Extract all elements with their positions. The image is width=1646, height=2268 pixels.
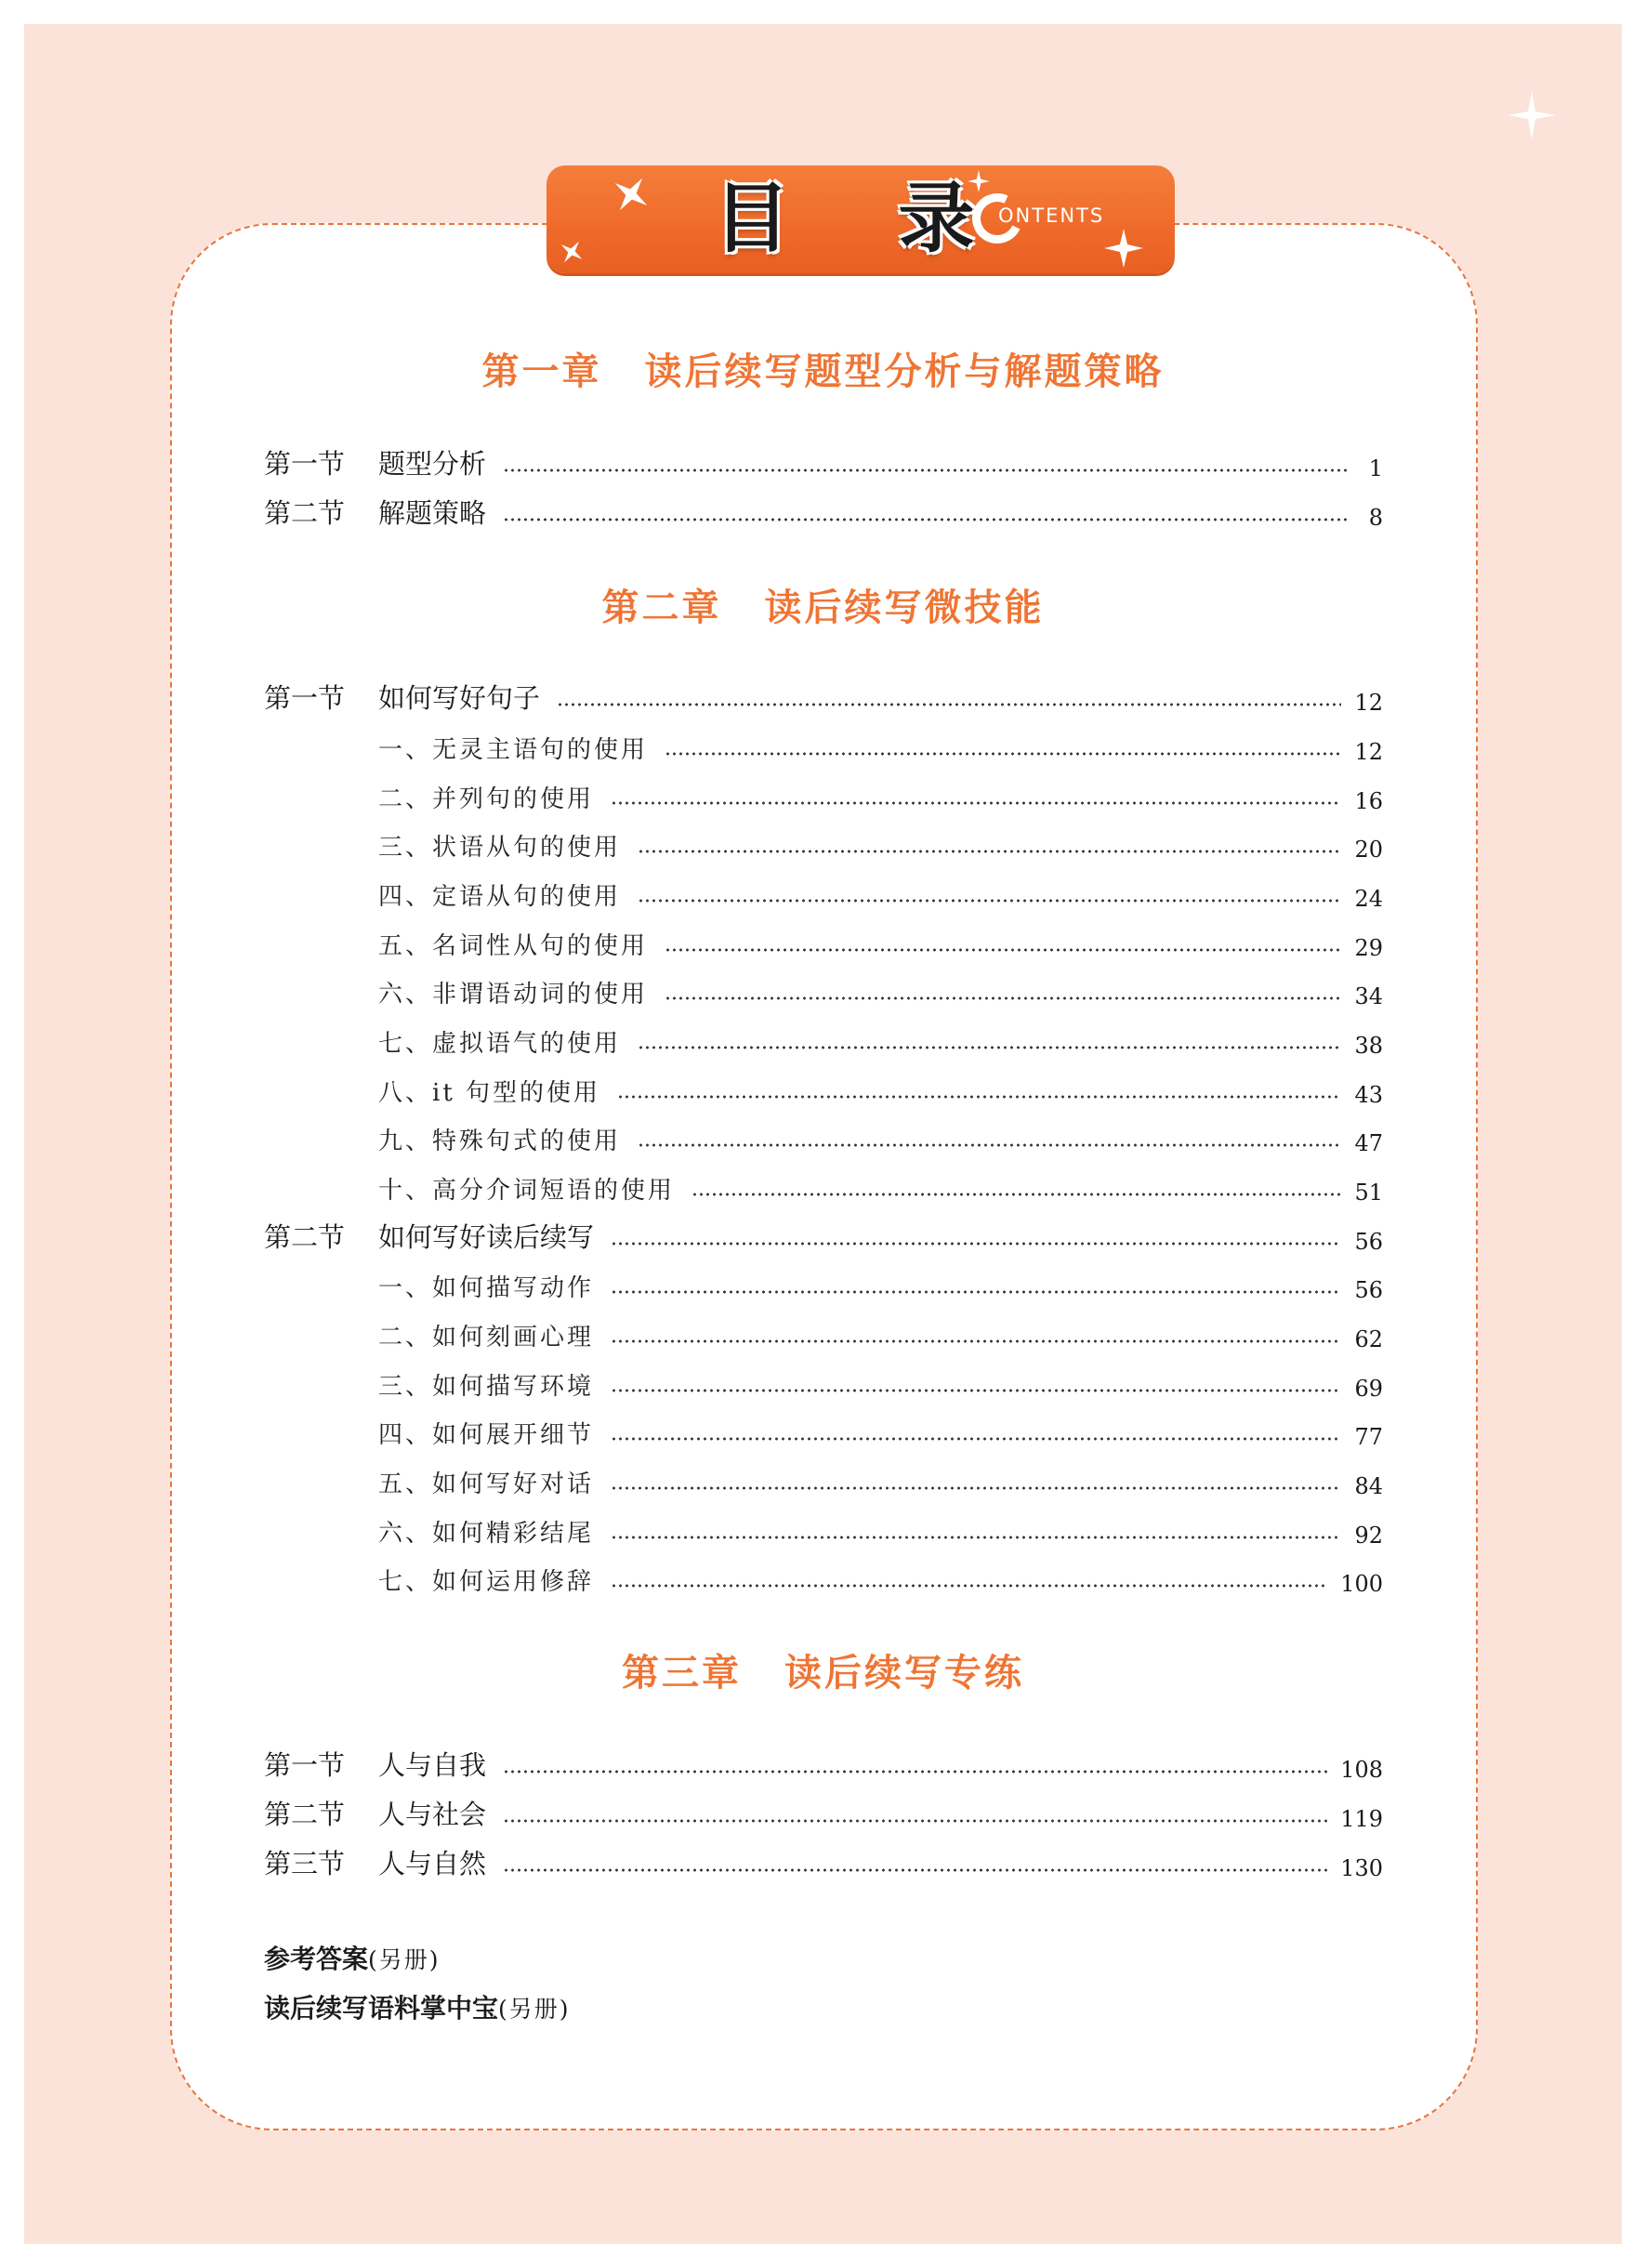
dot-leader [691, 1193, 1341, 1196]
entry-title: 六、非谓语动词的使用 [378, 981, 649, 1009]
section-label: 第一节 [264, 682, 346, 714]
chapter-number: 第三章 [622, 1652, 742, 1694]
dot-leader [617, 1095, 1341, 1099]
toc-entry[interactable] [264, 825, 1383, 863]
chapter-title: 读后续写题型分析与解题策略 [644, 350, 1165, 393]
entry-title: 如何写好读后续写 [378, 1221, 595, 1253]
entry-title: 六、如何精彩结尾 [378, 1520, 595, 1548]
page-number: 69 [1354, 1376, 1383, 1402]
page-number: 56 [1354, 1229, 1383, 1255]
entry-title: 题型分析 [378, 448, 487, 480]
page-number: 34 [1354, 983, 1383, 1009]
dot-leader [503, 1819, 1327, 1823]
toc-entry[interactable] [264, 494, 1383, 531]
page-number: 130 [1340, 1855, 1383, 1881]
toc-entry[interactable] [264, 1795, 1383, 1832]
entry-title: 二、并列句的使用 [378, 785, 595, 813]
page-number: 43 [1354, 1082, 1383, 1108]
page-number: 62 [1354, 1326, 1383, 1352]
toc-entry[interactable] [264, 1022, 1383, 1059]
entry-title: 人与自然 [378, 1848, 487, 1879]
dot-leader [611, 801, 1341, 805]
entry-title: 人与社会 [378, 1799, 487, 1830]
page-number: 38 [1354, 1033, 1383, 1059]
section-label: 第二节 [264, 497, 346, 529]
dot-leader [503, 518, 1348, 521]
entry-title: 一、如何描写动作 [378, 1274, 595, 1302]
entry-title: 如何写好句子 [378, 682, 541, 714]
dot-leader [611, 1242, 1341, 1246]
page-number: 16 [1354, 788, 1383, 814]
entry-title: 九、特殊句式的使用 [378, 1127, 622, 1155]
dot-leader [503, 468, 1348, 472]
dot-leader [638, 899, 1341, 903]
page-number: 20 [1354, 837, 1383, 863]
corpus-handbook-entry[interactable] [264, 1988, 571, 2025]
contents-title: 目 录 [714, 175, 1016, 263]
star-icon [558, 238, 586, 266]
page-number: 77 [1354, 1424, 1383, 1450]
entry-title: 四、定语从句的使用 [378, 883, 622, 911]
dot-leader [665, 996, 1341, 1000]
toc-entry[interactable] [264, 777, 1383, 814]
toc-entry[interactable] [264, 1218, 1383, 1255]
entry-title: 八、it 句型的使用 [378, 1079, 601, 1107]
entry-title: 解题策略 [378, 497, 487, 529]
entry-title: 五、如何写好对话 [378, 1470, 595, 1498]
contents-banner [546, 165, 1175, 273]
star-icon [1102, 227, 1145, 270]
dot-leader [611, 1584, 1327, 1588]
toc-entry[interactable] [264, 1071, 1383, 1108]
toc-entry[interactable] [264, 1844, 1383, 1881]
chapter-number: 第一章 [481, 350, 602, 393]
page-number: 108 [1340, 1757, 1383, 1783]
page-number: 84 [1354, 1473, 1383, 1499]
page-number: 119 [1340, 1806, 1383, 1832]
page-number: 47 [1354, 1130, 1383, 1156]
dot-leader [665, 752, 1341, 756]
toc-entry[interactable] [264, 1462, 1383, 1499]
page-number: 1 [1368, 455, 1383, 481]
dot-leader [611, 1437, 1341, 1441]
entry-title: 四、如何展开细节 [378, 1421, 595, 1449]
dot-leader [638, 1143, 1341, 1147]
page-number: 51 [1354, 1180, 1383, 1206]
page-number: 29 [1354, 935, 1383, 961]
toc-entry[interactable] [264, 1315, 1383, 1352]
page-number: 8 [1368, 505, 1383, 531]
dot-leader [557, 703, 1341, 706]
contents-subtitle: ONTENTS [998, 204, 1105, 227]
entry-title: 七、虚拟语气的使用 [378, 1030, 622, 1058]
toc-entry[interactable] [264, 1168, 1383, 1206]
page-number: 12 [1354, 690, 1383, 716]
dot-leader [638, 850, 1341, 853]
toc-entry[interactable] [264, 1365, 1383, 1402]
toc-entry[interactable] [264, 1266, 1383, 1303]
dot-leader [665, 948, 1341, 952]
toc-entry[interactable] [264, 1560, 1383, 1597]
extra-title: 参考答案 [264, 1944, 369, 1974]
entry-title: 人与自我 [378, 1749, 487, 1781]
dot-leader [611, 1389, 1341, 1392]
chapter-title: 读后续写微技能 [764, 587, 1045, 629]
toc-entry[interactable] [264, 1119, 1383, 1156]
section-label: 第一节 [264, 1749, 346, 1781]
chapter-heading [0, 578, 1646, 631]
chapter-heading [0, 1643, 1646, 1696]
star-icon [610, 173, 652, 216]
page-number: 12 [1354, 739, 1383, 765]
entry-title: 五、名词性从句的使用 [378, 932, 649, 960]
answer-key-entry[interactable] [264, 1939, 441, 1976]
page-number: 24 [1354, 886, 1383, 912]
dot-leader [611, 1290, 1341, 1294]
sparkle-icon [1504, 87, 1560, 143]
entry-title: 七、如何运用修辞 [378, 1568, 595, 1596]
dot-leader [611, 1339, 1341, 1343]
dot-leader [638, 1046, 1341, 1049]
entry-title: 三、如何描写环境 [378, 1373, 595, 1401]
chapter-heading [0, 342, 1646, 395]
toc-entry[interactable] [264, 1746, 1383, 1783]
toc-entry[interactable] [264, 444, 1383, 481]
toc-entry[interactable] [264, 1511, 1383, 1549]
extra-note: (另册) [368, 1946, 441, 1973]
entry-title: 二、如何刻画心理 [378, 1324, 595, 1352]
page-number: 56 [1354, 1277, 1383, 1303]
toc-entry[interactable] [264, 1413, 1383, 1450]
dot-leader [503, 1770, 1327, 1774]
section-label: 第一节 [264, 448, 346, 480]
extra-note: (另册) [498, 1996, 571, 2023]
entry-title: 三、状语从句的使用 [378, 834, 622, 862]
chapter-title: 读后续写专练 [784, 1652, 1024, 1694]
extra-title: 读后续写语料掌中宝 [264, 1993, 499, 2024]
toc-entry[interactable] [264, 728, 1383, 765]
page-number: 100 [1340, 1571, 1383, 1597]
chapter-number: 第二章 [601, 587, 722, 629]
toc-entry[interactable] [264, 875, 1383, 912]
dot-leader [611, 1536, 1341, 1539]
dot-leader [503, 1868, 1327, 1872]
entry-title: 十、高分介词短语的使用 [378, 1177, 676, 1205]
page-number: 92 [1354, 1523, 1383, 1549]
section-label: 第二节 [264, 1799, 346, 1830]
entry-title: 一、无灵主语句的使用 [378, 736, 649, 764]
section-label: 第二节 [264, 1221, 346, 1253]
dot-leader [611, 1486, 1341, 1490]
toc-entry[interactable] [264, 924, 1383, 961]
toc-entry[interactable] [264, 972, 1383, 1009]
section-label: 第三节 [264, 1848, 346, 1879]
toc-entry[interactable] [264, 679, 1383, 716]
